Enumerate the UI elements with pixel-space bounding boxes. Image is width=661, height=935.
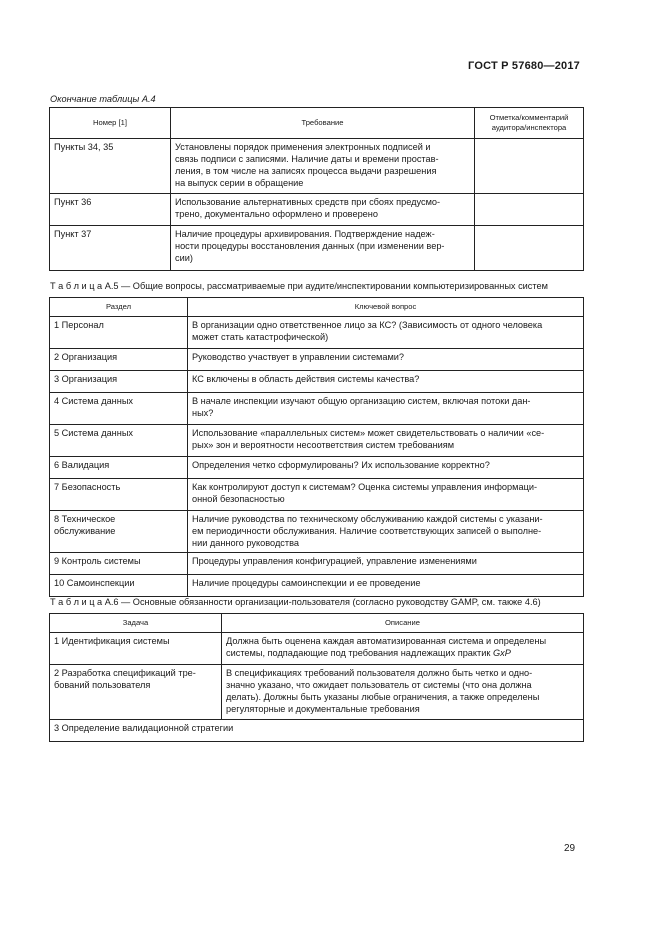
table-a4-header-note: Отметка/комментарий аудитора/инспектора <box>475 108 584 139</box>
table-cell: Установлены порядок применения электронных подписей и связь подписи с записями. Наличие даты и времени простав- ления, в том числе на записях процесса выдачи разрешения на выпуск серии в обращение <box>171 139 475 194</box>
table-cell: 9 Контроль системы <box>50 553 188 575</box>
table-cell: Определения четко сформулированы? Их использование корректно? <box>188 457 584 479</box>
table-cell: Использование альтернативных средств при сбоях предусмо- трено, документально оформлено и проверено <box>171 194 475 226</box>
table-cell: В спецификациях требований пользователя должно быть четко и одно- значно указано, что ожидает пользователь от системы (что она должна делать). Должны быть указаны любые ограничения, а также определены регуляторные и документальные требования <box>222 665 584 720</box>
table-cell: КС включены в область действия системы качества? <box>188 371 584 393</box>
table-row <box>50 349 584 371</box>
table-cell: В начале инспекции изучают общую организацию систем, включая потоки дан- ных? <box>188 393 584 425</box>
table-a4-caption: Окончание таблицы А.4 <box>50 94 156 104</box>
table-row <box>50 425 584 457</box>
table-row <box>50 317 584 349</box>
table-cell: Руководство участвует в управлении системами? <box>188 349 584 371</box>
table-cell: Процедуры управления конфигурацией, управление изменениями <box>188 553 584 575</box>
table-row <box>50 575 584 597</box>
table-a6-header-task: Задача <box>50 614 222 633</box>
table-a5-header-question: Ключевой вопрос <box>188 298 584 317</box>
table-row <box>50 194 584 226</box>
table-row <box>50 139 584 194</box>
table-cell: 1 Персонал <box>50 317 188 349</box>
table-cell: 3 Организация <box>50 371 188 393</box>
table-row <box>50 479 584 511</box>
table-a5-header-section: Раздел <box>50 298 188 317</box>
table-row <box>50 511 584 553</box>
table-a6 <box>49 613 584 742</box>
table-cell: 1 Идентификация системы <box>50 633 222 665</box>
page-number: 29 <box>564 843 576 854</box>
table-a4 <box>49 107 584 271</box>
gxp-term: GxP <box>492 648 511 658</box>
table-row <box>50 553 584 575</box>
table-cell <box>475 139 584 194</box>
table-cell <box>475 194 584 226</box>
table-cell: Пункты 34, 35 <box>50 139 171 194</box>
table-cell: Использование «параллельных систем» может свидетельствовать о наличии «се- рых» зон и вероятности несоответствия систем требованиям <box>188 425 584 457</box>
table-row <box>50 371 584 393</box>
table-cell: Наличие процедуры архивирования. Подтверждение надеж- ности процедуры восстановления данных (при изменении вер- сии) <box>171 226 475 271</box>
table-a4-header-number: Номер [1] <box>50 108 171 139</box>
table-row <box>50 226 584 271</box>
table-cell: 4 Система данных <box>50 393 188 425</box>
table-a5-caption: Т а б л и ц а А.5 — Общие вопросы, рассматриваемые при аудите/инспектировании компьютеризированных систем <box>50 281 548 291</box>
table-cell: 7 Безопасность <box>50 479 188 511</box>
table-cell: 5 Система данных <box>50 425 188 457</box>
table-cell: 2 Разработка спецификаций тре- бований пользователя <box>50 665 222 720</box>
table-row <box>50 665 584 720</box>
table-a4-header-requirement: Требование <box>171 108 475 139</box>
table-row <box>50 457 584 479</box>
table-row <box>50 633 584 665</box>
table-cell: 8 Техническое обслуживание <box>50 511 188 553</box>
table-cell <box>222 633 584 665</box>
table-cell: Наличие руководства по техническому обслуживанию каждой системы с указани- ем периодичности обслуживания. Наличие соответствующих записей о выполне- нии данного руководства <box>188 511 584 553</box>
table-a6-caption: Т а б л и ц а А.6 — Основные обязанности организации-пользователя (согласно руководству GAMP, см. также 4.6) <box>50 597 541 607</box>
table-cell: 2 Организация <box>50 349 188 371</box>
table-cell: Пункт 37 <box>50 226 171 271</box>
document-id: ГОСТ Р 57680—2017 <box>468 60 580 72</box>
table-cell: В организации одно ответственное лицо за КС? (Зависимость от одного человека может стать катастрофической) <box>188 317 584 349</box>
table-row <box>50 393 584 425</box>
table-cell: Наличие процедуры самоинспекции и ее проведение <box>188 575 584 597</box>
description-text: Должна быть оценена каждая автоматизированная система и определены системы, подпадающие под требования надлежащих практик <box>226 636 547 658</box>
table-cell: 3 Определение валидационной стратегии <box>50 720 584 742</box>
table-a5 <box>49 297 584 597</box>
table-cell: 6 Валидация <box>50 457 188 479</box>
table-cell: Пункт 36 <box>50 194 171 226</box>
table-cell: 10 Самоинспекции <box>50 575 188 597</box>
table-cell: Как контролируют доступ к системам? Оценка системы управления информаци- онной безопасностью <box>188 479 584 511</box>
table-row <box>50 720 584 742</box>
table-a6-header-description: Описание <box>222 614 584 633</box>
table-cell <box>475 226 584 271</box>
